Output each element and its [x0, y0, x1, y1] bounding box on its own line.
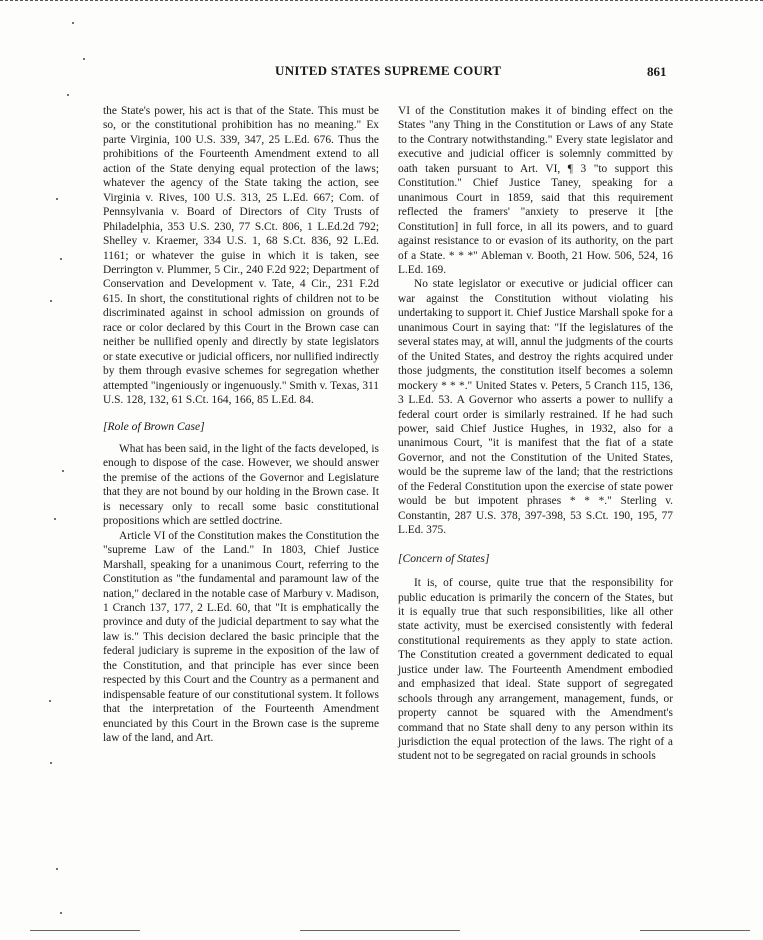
right-paragraph-2: No state legislator or executive or judicial officer can war against the Constitution without violating his undertaking to support it. Chief Justice Marshall spoke for a unanimous Court in saying that: "If the legislatures of the several states may, at will, annul the judgments of the courts of the United States, and destroy the rights acquired under those judgments, the constitution itself becomes a solemn mockery * * *." United States v. Peters, 5 Cranch 115, 136, 3 L.Ed. 53. A Governor who asserts a power to nullify a federal court order is similarly restrained. If he had such power, said Chief Justice Hughes, in 1932, also for a unanimous Court, "it is manifest that the fiat of a state Governor, and not the Constitution of the United States, would be the supreme law of the land; that the restrictions of the Federal Constitution upon the exercise of state power would be but impotent phrases * * *." Sterling v. Constantin, 287 U.S. 378, 397-398, 53 S.Ct. 190, 195, 77 L.Ed. 375.	[398, 278, 673, 537]
bottom-rule-right	[640, 930, 750, 931]
running-head: UNITED STATES SUPREME COURT	[275, 63, 502, 78]
left-paragraph-2: What has been said, in the light of the facts developed, is enough to dispose of the case. However, we should answer the premise of the actions of the Governor and Legislature that they are not bound by our holding in the Brown case. It is necessary only to recall some basic constitutional propositions which are settled doctrine.	[103, 442, 379, 528]
left-paragraph-1: the State's power, his act is that of the State. This must be so, or the constitutional prohibition has no meaning." Ex parte Virginia, 100 U.S. 339, 347, 25 L.Ed. 676. Thus the prohibitions of the Fourteenth Amendment extend to all action of the State denying equal protection of the laws; whatever the agency of the State taking the action, see Virginia v. Rives, 100 U.S. 313, 25 L.Ed. 667; Com. of Pennsylvania v. Board of Directors of City Trusts of Philadelphia, 353 U.S. 230, 77 S.Ct. 806, 1 L.Ed.2d 792; Shelley v. Kraemer, 334 U.S. 1, 68 S.Ct. 836, 92 L.Ed. 1161; or whatever the guise in which it is taken, see Derrington v. Plummer, 5 Cir., 240 F.2d 922; Department of Conservation and Development v. Tate, 4 Cir., 231 F.2d 615. In short, the constitutional rights of children not to be discriminated against in school admission on grounds of race or color declared by this Court in the Brown case can neither be nullified openly and directly by state legislators or state executive or judicial officers, nor nullified indirectly by them through evasive schemes for segregation whether attempted "ingeniously or ingenuously." Smith v. Texas, 311 U.S. 128, 132, 61 S.Ct. 164, 166, 85 L.Ed. 84.	[103, 105, 379, 407]
left-column	[103, 104, 379, 745]
right-paragraph-1: VI of the Constitution makes it of binding effect on the States "any Thing in the Constitution or Laws of any State to the Contrary notwithstanding." Every state legislator and executive and judicial officer is solemnly committed by oath taken pursuant to Art. VI, ¶ 3 "to support this Constitution." Chief Justice Taney, speaking for a unanimous Court in 1859, said that this requirement reflected the framers' "anxiety to preserve it [the Constitution] in full force, in all its powers, and to guard against resistance to or evasion of its authority, on the part of a State. * * *" Ableman v. Booth, 21 How. 506, 524, 16 L.Ed. 169.	[398, 105, 673, 276]
top-border	[0, 0, 763, 1]
bottom-rule-middle	[300, 930, 460, 931]
right-paragraph-3: It is, of course, quite true that the responsibility for public education is primarily the concern of the States, but it is equally true that such responsibilities, like all other state activity, must be exercised consistently with federal constitutional requirements as they apply to state action. The Constitution created a government dedicated to equal justice under law. The Fourteenth Amendment embodied and emphasized that ideal. State support of segregated schools through any arrangement, management, funds, or property cannot be squared with the Amendment's command that no State shall deny to any person within its jurisdiction the equal protection of the laws. The right of a student not to be segregated on racial grounds in schools	[398, 577, 673, 763]
page-number: 861	[647, 64, 667, 79]
left-paragraph-3: Article VI of the Constitution makes the Constitution the "supreme Law of the Land." In 1803, Chief Justice Marshall, speaking for a unanimous Court, referring to the Constitution as "the fundamental and paramount law of the nation," declared in the notable case of Marbury v. Madison, 1 Cranch 137, 177, 2 L.Ed. 60, that "It is emphatically the province and duty of the judicial department to say what the law is." This decision declared the basic principle that the federal judiciary is supreme in the exposition of the law of the Constitution, and that principle has ever since been respected by this Court and the Country as a permanent and indispensable feature of our constitutional system. It follows that the interpretation of the Fourteenth Amendment enunciated by this Court in the Brown case is the supreme law of the land, and Art.	[103, 529, 379, 745]
bottom-rule-left	[30, 930, 140, 931]
right-column	[398, 104, 673, 764]
section-heading-role-of-brown-case: [Role of Brown Case]	[103, 419, 205, 433]
section-heading-concern-of-states: [Concern of States]	[398, 551, 490, 565]
